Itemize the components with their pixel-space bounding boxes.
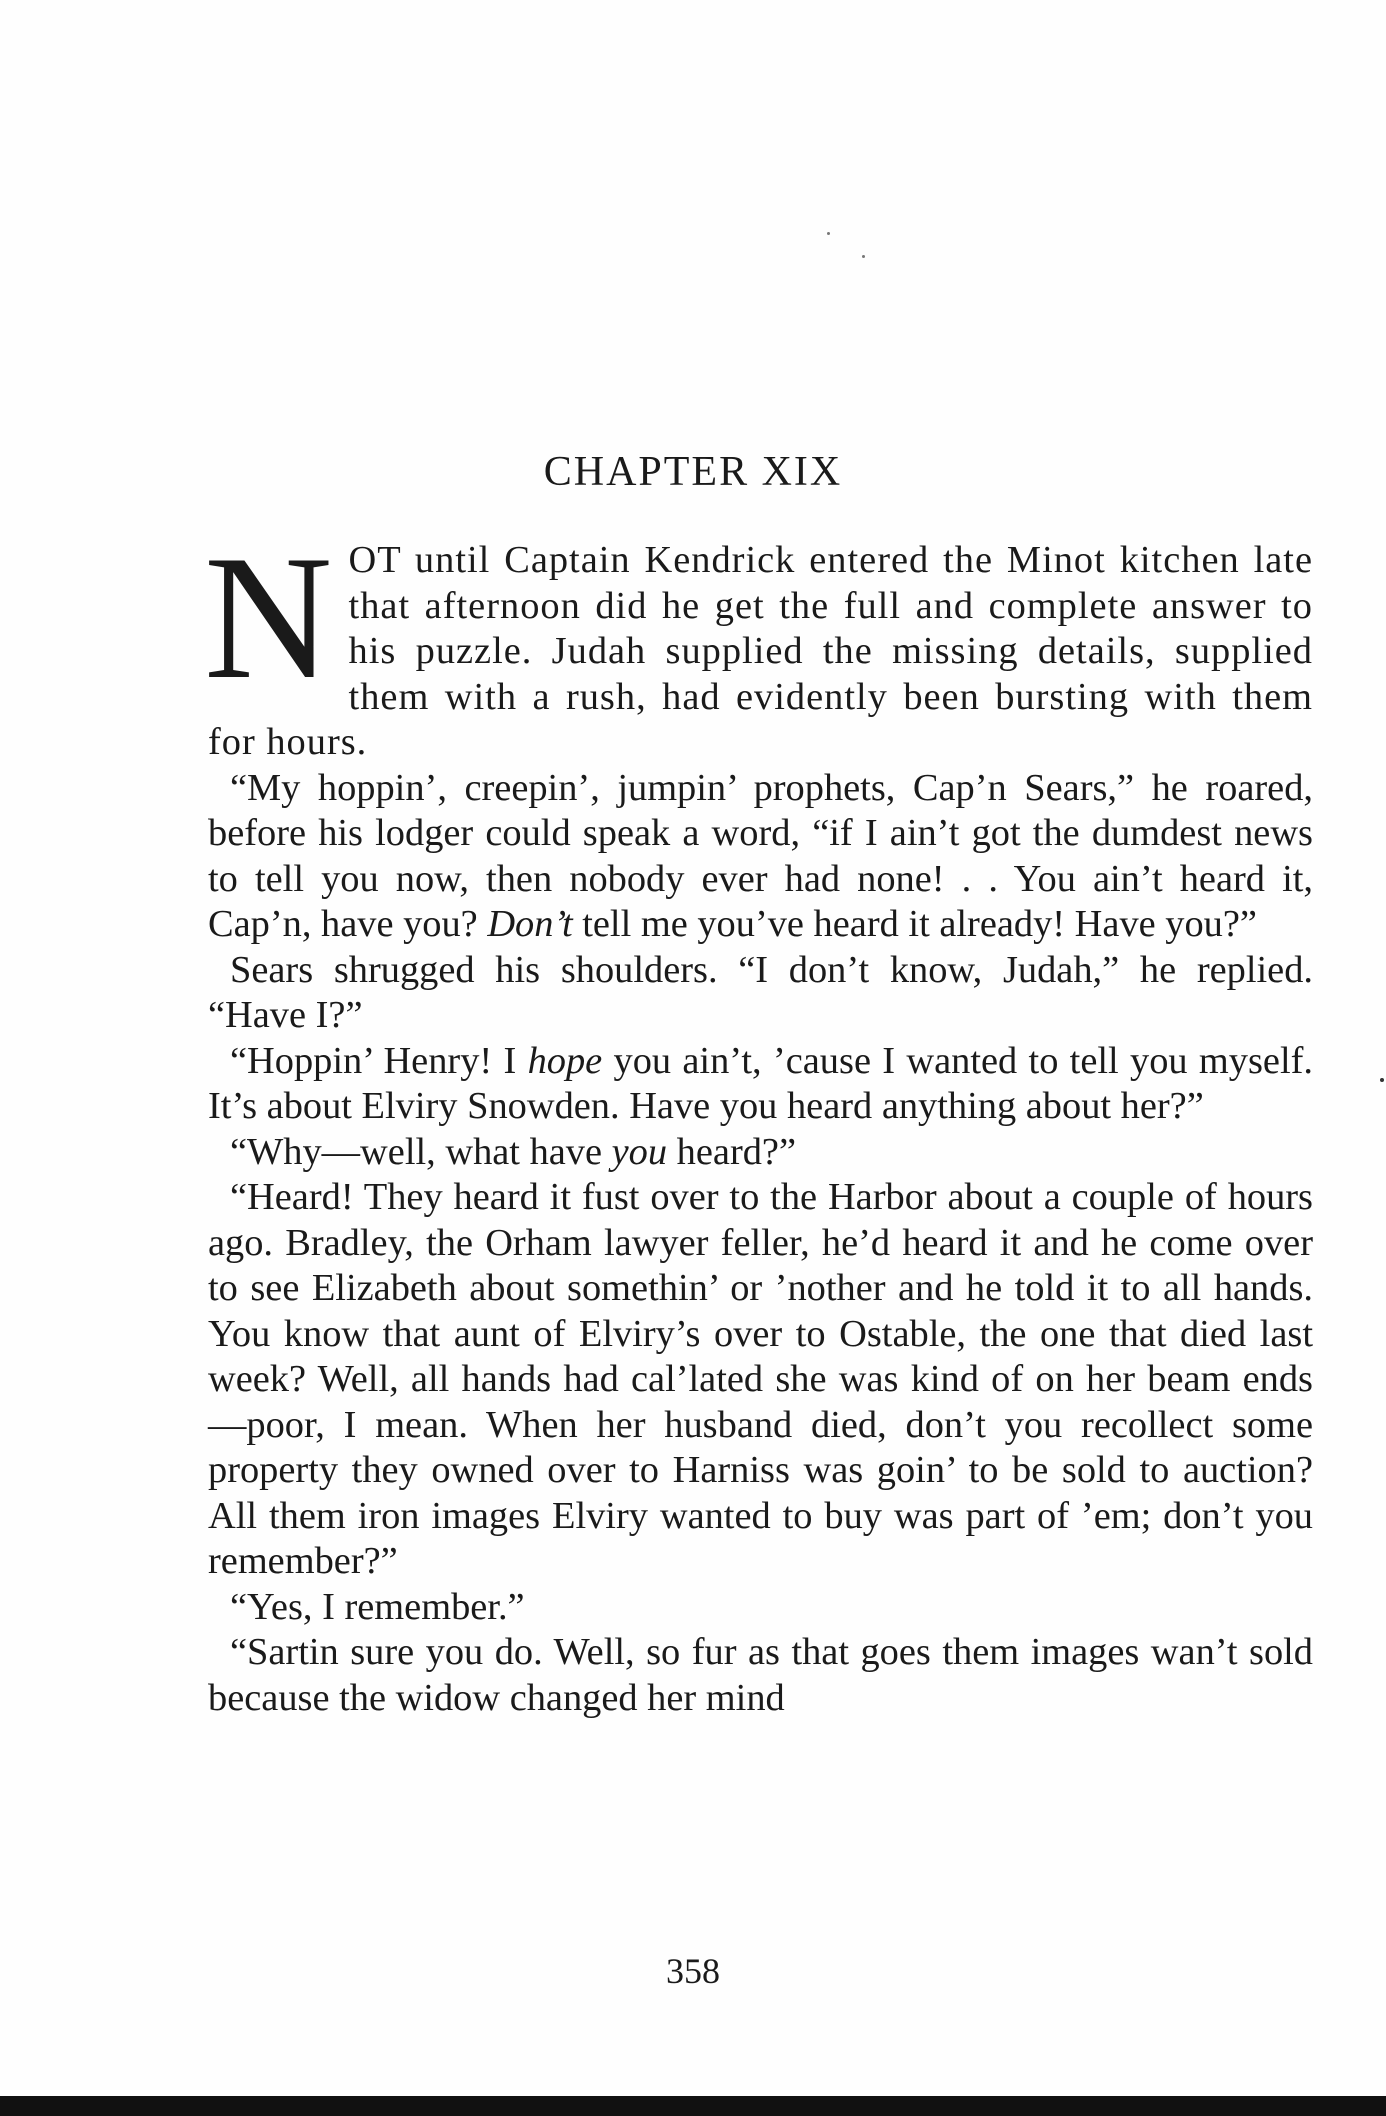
italic-emphasis: you	[611, 1130, 668, 1173]
paragraph	[208, 766, 1313, 948]
chapter-title: CHAPTER XIX	[543, 449, 843, 495]
print-speck	[1380, 1078, 1384, 1082]
paragraph-text: “Yes, I remember.”	[230, 1585, 525, 1628]
paragraph-text: tell me you’ve heard it already! Have you?”	[572, 903, 1257, 945]
paragraph	[208, 948, 1313, 1039]
scan-edge	[0, 2096, 1386, 2116]
print-speck	[862, 255, 865, 258]
paragraph-text: “Hoppin’ Henry! I	[230, 1039, 528, 1082]
paragraph	[208, 1630, 1313, 1721]
body-text	[204, 518, 1313, 1721]
print-speck	[827, 232, 830, 235]
paragraph	[208, 1175, 1313, 1585]
paragraph-text: “My hoppin’, creepin’, jumpin’ prophets, Cap’n Sears,” he roared, before his lodger could speak a word, “if I ain’t got the dumdest news to tell you now, then nobody ever had none! . . You ain’t heard it, Cap’n, have you?	[208, 766, 1313, 945]
page-number: 358	[666, 1951, 720, 1991]
italic-emphasis: Don’t	[487, 903, 573, 945]
opening-paragraph	[204, 518, 1313, 766]
paragraph-list	[208, 766, 1313, 1722]
drop-cap: N	[204, 518, 333, 716]
paragraph-text: Sears shrugged his shoulders. “I don’t know, Judah,” he replied. “Have I?”	[208, 948, 1313, 1036]
paragraph-text: heard?”	[667, 1130, 797, 1173]
paragraph-text: “Sartin sure you do. Well, so fur as that goes them images wan’t sold because the widow changed her mind	[208, 1631, 1313, 1719]
opening-paragraph-text: OT until Captain Kendrick entered the Minot kitchen late that afternoon did he get the full and complete answer to his puzzle. Judah supplied the missing details, supplied them with a rush, had evidently been bursting with them for hours.	[208, 539, 1313, 763]
paragraph	[208, 1130, 1313, 1176]
paragraph-text: “Why—well, what have	[230, 1130, 612, 1173]
paragraph	[208, 1585, 1313, 1631]
paragraph-text: “Heard! They heard it fust over to the Harbor about a couple of hours ago. Bradley, the Orham lawyer feller, he’d heard it and he come over to see Elizabeth about somethin’ or ’nother and he told it to all hands. You know that aunt of Elviry’s over to Ostable, the one that died last week? Well, all hands had cal’lated she was kind of on her beam ends—poor, I mean. When her husband died, don’t you recollect some property they owned over to Harniss was goin’ to be sold to auction? All them iron images Elviry wanted to buy was part of ’em; don’t you remember?”	[208, 1176, 1313, 1582]
paragraph-text: you ain’t, ’cause I wanted to tell you myself. It’s about Elviry Snowden. Have you heard anything about her?”	[208, 1039, 1313, 1127]
italic-emphasis: hope	[527, 1039, 603, 1082]
paragraph	[208, 1039, 1313, 1130]
